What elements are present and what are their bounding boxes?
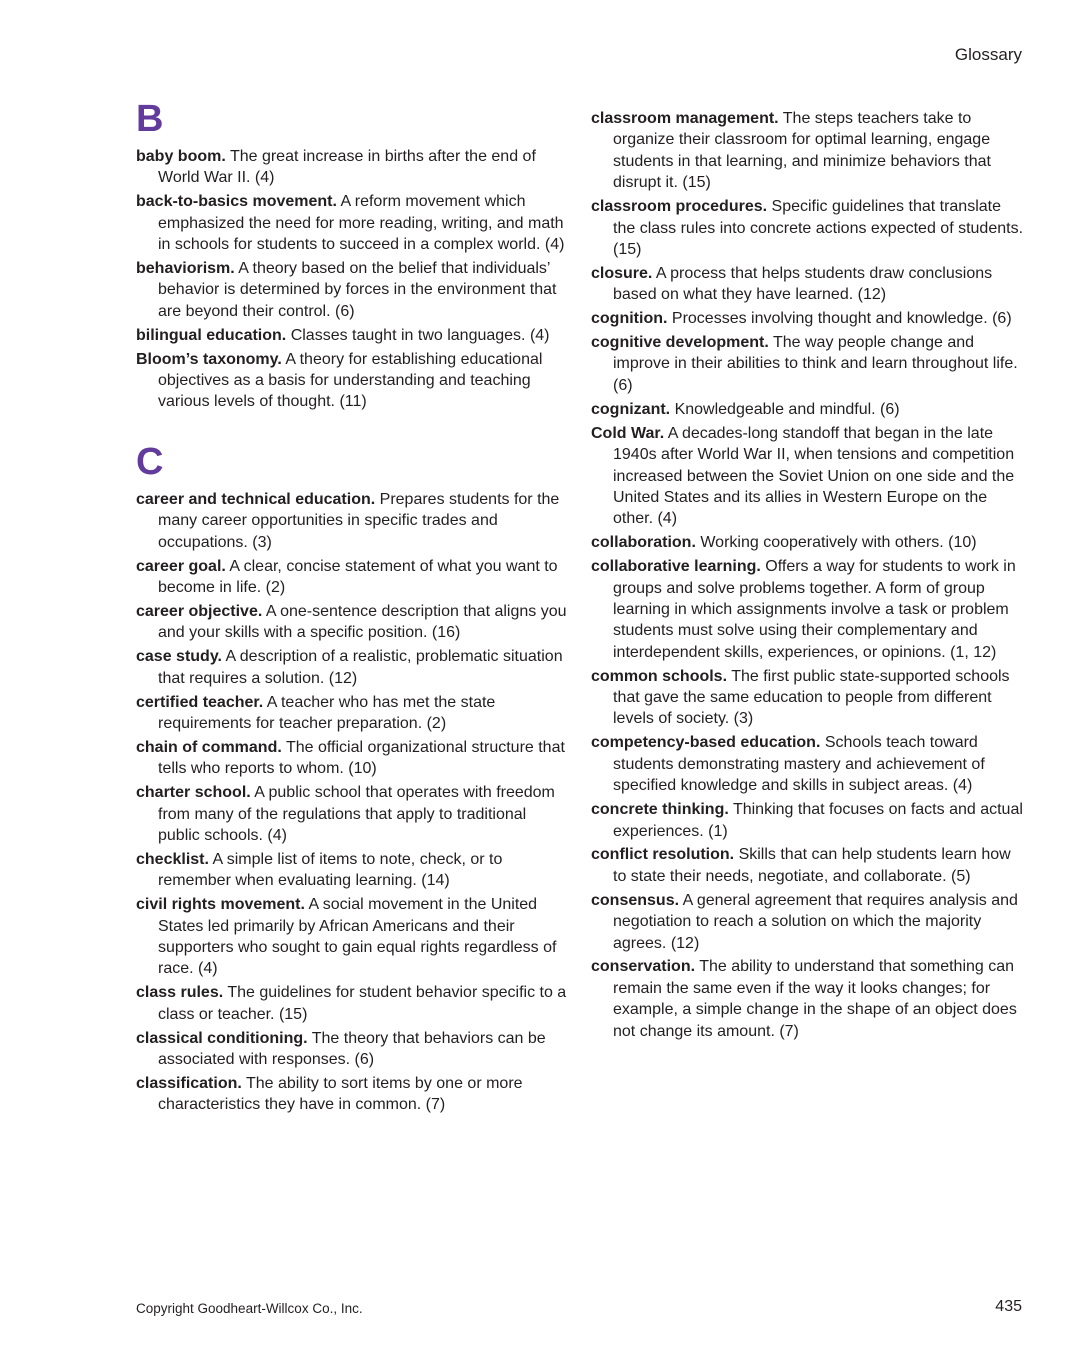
glossary-entry (591, 423, 1024, 530)
glossary-entry (136, 258, 569, 322)
entry-definition: The guidelines for student behavior specific to a class or teacher. (15) (158, 984, 567, 1023)
glossary-entry (136, 349, 569, 413)
glossary-entry (136, 982, 569, 1025)
entry-definition: Thinking that focuses on facts and actual experiences. (1) (613, 801, 1023, 840)
entry-definition: A theory for establishing educational objectives as a basis for understanding and teaching various levels of thought. (11) (158, 350, 543, 411)
entry-definition: A clear, concise statement of what you want to become in life. (2) (158, 557, 558, 596)
entry-term: consensus. (591, 891, 680, 909)
entry-term: conflict resolution. (591, 846, 735, 864)
entry-definition: Working cooperatively with others. (10) (700, 534, 977, 552)
entry-term: closure. (591, 264, 653, 282)
glossary-entry (591, 844, 1024, 887)
entry-term: common schools. (591, 667, 728, 685)
section-letter-C: C (136, 440, 164, 483)
entry-term: career objective. (136, 602, 263, 620)
entry-definition: A social movement in the United States led primarily by African Americans and their supporters who sought to gain equal rights regardless of race. (4) (158, 896, 557, 978)
glossary-entry (136, 849, 569, 892)
glossary-entry (591, 799, 1024, 842)
entry-term: class rules. (136, 984, 224, 1002)
entry-term: collaboration. (591, 534, 696, 552)
entry-definition: The ability to understand that something can remain the same even if the way it looks changes; for example, a simple change in the shape of an object does not change its amount. (7) (613, 958, 1017, 1040)
entry-term: concrete thinking. (591, 801, 729, 819)
entry-term: classroom procedures. (591, 198, 768, 216)
glossary-entry (136, 1028, 569, 1071)
entry-definition: Specific guidelines that translate the class rules into concrete actions expected of students. (15) (613, 198, 1024, 258)
entry-definition: The way people change and improve in their abilities to think and learn throughout life. (6) (613, 334, 1018, 394)
entry-definition: The ability to sort items by one or more characteristics they have in common. (7) (158, 1074, 523, 1114)
entry-definition: The great increase in births after the end of World War II. (4) (158, 148, 536, 187)
entry-definition: Prepares students for the many career opportunities in specific trades and occupations. (3) (158, 490, 560, 551)
entry-term: cognizant. (591, 400, 671, 418)
glossary-entry (591, 556, 1024, 663)
entry-definition: A theory based on the belief that individuals’ behavior is determined by forces in the environment that are beyond their control. (6) (158, 260, 557, 320)
glossary-entry (591, 108, 1024, 194)
entry-term: checklist. (136, 850, 209, 868)
entry-definition: Offers a way for students to work in groups and solve problems together. A form of group learning in which assignments involve a task or problem students must solve using their complementary and interdependent skills, experiences, or opinions. (1, 12) (613, 558, 1016, 661)
entry-definition: Knowledgeable and mindful. (6) (674, 400, 900, 418)
glossary-entry (136, 325, 569, 346)
glossary-entry (136, 646, 569, 689)
entry-definition: The theory that behaviors can be associated with responses. (6) (158, 1029, 546, 1069)
glossary-entry (136, 601, 569, 644)
entry-term: chain of command. (136, 738, 282, 756)
entry-term: Bloom’s taxonomy. (136, 350, 282, 368)
entry-definition: A description of a realistic, problematic situation that requires a solution. (12) (158, 648, 563, 687)
entry-definition: A public school that operates with freedom from many of the regulations that apply to traditional public schools. (4) (158, 784, 555, 844)
glossary-entry (136, 1073, 569, 1116)
glossary-entry (591, 196, 1024, 260)
entry-term: case study. (136, 648, 222, 666)
entry-term: conservation. (591, 958, 696, 976)
running-head-title: Glossary (954, 45, 1022, 64)
entry-definition: Skills that can help students learn how to state their needs, negotiate, and collaborate. (5) (613, 846, 1011, 885)
glossary-entry (591, 732, 1024, 796)
entry-term: competency-based education. (591, 734, 821, 752)
entry-term: certified teacher. (136, 693, 264, 711)
glossary-entry (591, 308, 1024, 329)
glossary-entry (591, 532, 1024, 553)
glossary-entry (136, 191, 569, 255)
glossary-entry (136, 489, 569, 553)
entry-definition: Processes involving thought and knowledge. (6) (671, 310, 1012, 328)
glossary-entry (136, 782, 569, 846)
entry-definition: A process that helps students draw conclusions based on what they have learned. (12) (613, 264, 993, 304)
entry-term: behaviorism. (136, 260, 235, 278)
entry-term: baby boom. (136, 148, 226, 165)
glossary-entry (591, 666, 1024, 730)
entry-term: classical conditioning. (136, 1029, 308, 1047)
section-letter-B: B (136, 98, 164, 140)
entry-definition: The steps teachers take to organize their classroom for optimal learning, engage students in that learning, and minimize behaviors that disrupt it. (15) (613, 110, 991, 192)
glossary-entry (136, 146, 569, 189)
glossary-entry (591, 399, 1024, 420)
entry-term: classroom management. (591, 110, 779, 127)
entry-term: back-to-basics movement. (136, 193, 337, 211)
glossary-entry (591, 263, 1024, 306)
entry-term: charter school. (136, 784, 251, 802)
glossary-entry (136, 737, 569, 780)
glossary-entry (591, 332, 1024, 396)
entry-definition: The first public state-supported schools that gave the same education to people from different levels of society. (3) (613, 667, 1010, 728)
footer-page-number: 435 (995, 1298, 1022, 1315)
entry-term: classification. (136, 1074, 242, 1092)
left-column (136, 100, 569, 1118)
entry-term: cognitive development. (591, 334, 769, 352)
entry-definition: Classes taught in two languages. (4) (290, 326, 550, 344)
entry-definition: The official organizational structure that tells who reports to whom. (10) (158, 738, 565, 778)
entry-definition: A teacher who has met the state requirements for teacher preparation. (2) (158, 693, 496, 732)
right-column (591, 108, 1024, 1045)
entry-definition: A general agreement that requires analysis and negotiation to reach a solution on which the majority agrees. (12) (613, 891, 1018, 952)
glossary-entry (136, 894, 569, 980)
glossary-entry (136, 692, 569, 735)
footer-copyright: Copyright Goodheart-Willcox Co., Inc. (136, 1301, 363, 1316)
entry-term: bilingual education. (136, 326, 287, 344)
entry-term: civil rights movement. (136, 896, 305, 914)
glossary-entry (136, 556, 569, 599)
entry-term: career goal. (136, 557, 226, 575)
entry-term: cognition. (591, 310, 668, 328)
entry-definition: A simple list of items to note, check, or to remember when evaluating learning. (14) (158, 850, 503, 890)
entry-term: Cold War. (591, 424, 665, 442)
glossary-entry (591, 890, 1024, 954)
entry-definition: Schools teach toward students demonstrating mastery and achievement of specified knowledge and skills in subject areas. (4) (613, 734, 985, 795)
entry-definition: A reform movement which emphasized the need for more reading, writing, and math in schools for students to succeed in a complex world. (4) (158, 193, 565, 254)
glossary-entry (591, 956, 1024, 1042)
entry-definition: A one-sentence description that aligns you and your skills with a specific position. (16) (158, 602, 567, 642)
entry-term: collaborative learning. (591, 558, 761, 576)
entry-definition: A decades-long standoff that began in the late 1940s after World War II, when tensions and competition increased between the Soviet Union on one side and the United States and its allies in Western Europe on the other. (4) (613, 424, 1015, 528)
entry-term: career and technical education. (136, 490, 376, 508)
